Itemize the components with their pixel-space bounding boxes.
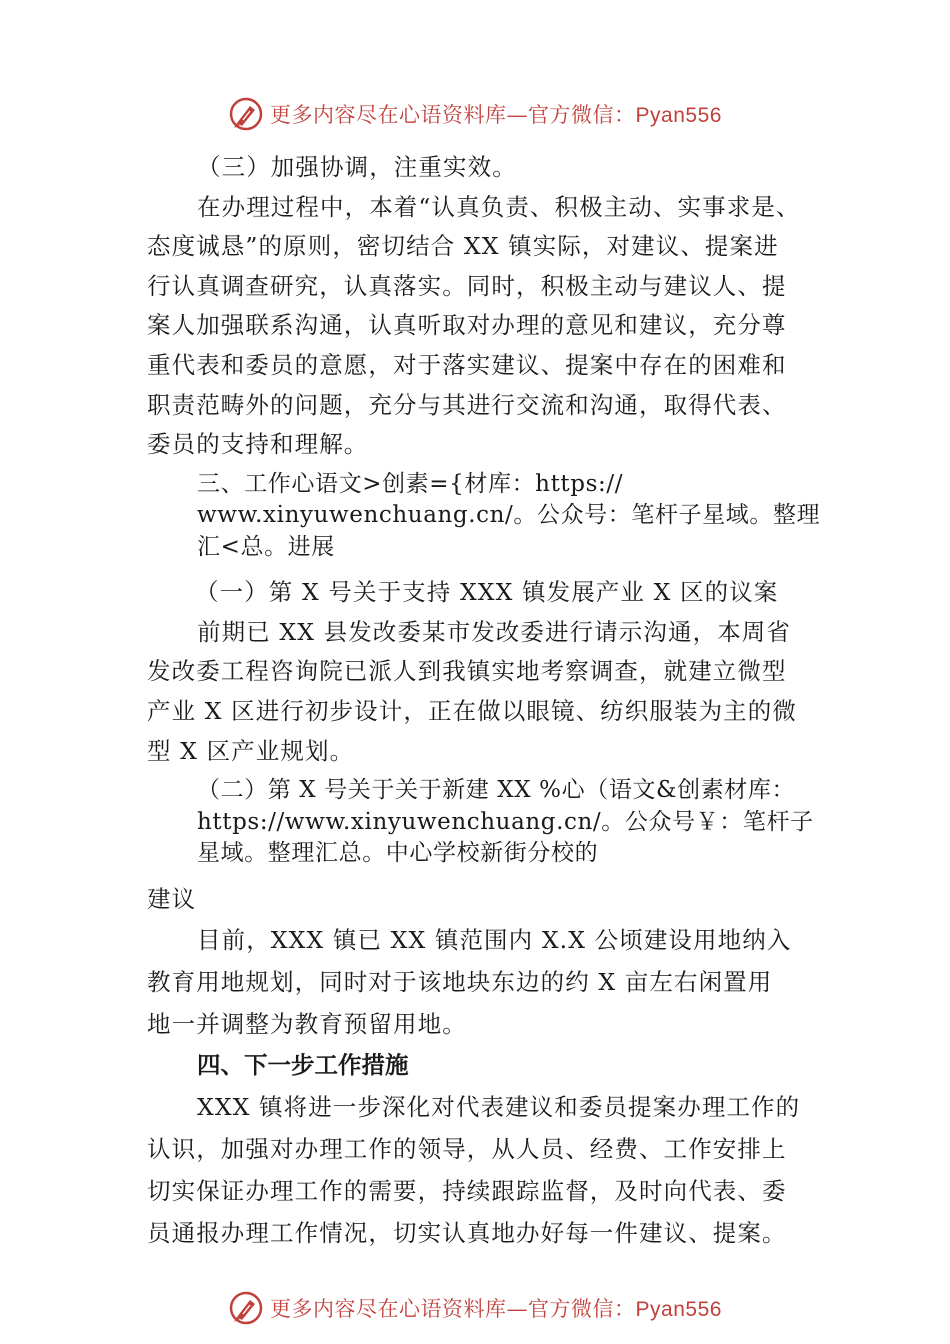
watermark-text: 更多内容尽在心语资料库—官方微信：Pyan556 [270, 103, 722, 127]
item2-heading-tail: 建议 [147, 884, 197, 913]
item2-heading: （二）第 X 号关于关于新建 XX %心（语文&创素材库： https://www.xinyuwenchuang.cn/。公众号￥：笔杆子 星域。整理汇总。中心学校新街分校的 [197, 777, 814, 867]
item2-paragraph: 目前，XXX 镇已 XX 镇范围内 X.X 公顷建设用地纳入 教育用地规划，同时对于该地块东边的约 X 亩左右闲置用 地一并调整为教育预留用地。 [147, 926, 792, 1039]
item1-heading: （一）第 X 号关于支持 XXX 镇发展产业 X 区的议案 [195, 578, 779, 607]
section4-heading: 四、下一步工作措施 [197, 1051, 409, 1080]
watermark-banner-bottom [0, 1288, 950, 1328]
document-body [147, 148, 827, 1254]
progress-heading: 三、工作心语文>创素={材库：https:// www.xinyuwenchuang.cn/。公众号：笔杆子星域。整理 汇<总。进展 [197, 470, 821, 560]
section4-paragraph: XXX 镇将进一步深化对代表建议和委员提案办理工作的 认识，加强对办理工作的领导，从人员、经费、工作安排上 切实保证办理工作的需要，持续跟踪监督，及时向代表、委 员通报办理工作情况，切实认真地办好每一件建议、提案。 [147, 1093, 801, 1248]
item1-paragraph: 前期已 XX 县发改委某市发改委进行请示沟通，本周省 发改委工程咨询院已派人到我镇实地考察调查，就建立微型 产业 X 区进行初步设计，正在做以眼镜、纺织服装为主的微 型 X 区产业规划。 [147, 617, 797, 765]
section3-heading: （三）加强协调，注重实效。 [197, 153, 517, 181]
pen-nib-logo-icon [228, 96, 264, 132]
watermark-banner-top [0, 94, 950, 134]
watermark-text: 更多内容尽在心语资料库—官方微信：Pyan556 [270, 1297, 722, 1321]
section3-paragraph: 在办理过程中，本着“认真负责、积极主动、实事求是、 态度诚恳”的原则，密切结合 XX 镇实际，对建议、提案进 行认真调查研究，认真落实。同时，积极主动与建议人、提 案人加强联系沟通，认真听取对办理的意见和建议，充分尊 重代表和委员的意愿，对于落实建议、提案中存在的困难和 职责范畴外的问题，充分与其进行交流和沟通，取得代表、 委员的支持和理解。 [147, 192, 801, 459]
pen-nib-logo-icon [228, 1290, 264, 1326]
